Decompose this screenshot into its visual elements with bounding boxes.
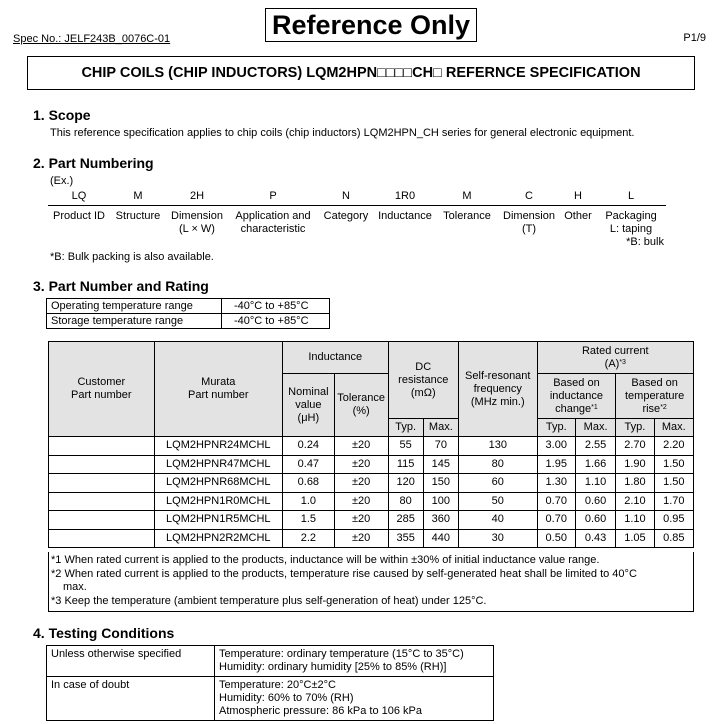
temp-value: -40°C to +85°C xyxy=(222,299,330,314)
dc-resistance-header: DC resistance (mΩ) xyxy=(388,342,458,419)
pn-desc: Other xyxy=(564,210,592,222)
temp-max-cell: 0.85 xyxy=(654,529,693,548)
table-row xyxy=(49,455,694,474)
srf-cell: 130 xyxy=(458,437,537,456)
temp-label: Storage temperature range xyxy=(47,314,222,329)
testing-value: Temperature: 20°C±2°C Humidity: 60% to 70% (RH) Atmospheric pressure: 86 kPa to 106 kPa xyxy=(215,677,494,721)
ind-typ-cell: 0.50 xyxy=(537,529,575,548)
murata-part-cell: LQM2HPNR47MCHL xyxy=(154,455,282,474)
pn-code: P xyxy=(228,190,318,206)
nominal-cell: 0.24 xyxy=(282,437,334,456)
dc-max-cell: 360 xyxy=(423,511,458,530)
max-header: Max. xyxy=(654,419,693,437)
nominal-cell: 0.47 xyxy=(282,455,334,474)
pn-desc: Structure xyxy=(115,210,161,222)
customer-part-cell xyxy=(49,511,155,530)
murata-part-cell: LQM2HPN1R5MCHL xyxy=(154,511,282,530)
tolerance-header: Tolerance (%) xyxy=(334,374,388,437)
nominal-cell: 2.2 xyxy=(282,529,334,548)
testing-label: In case of doubt xyxy=(47,677,215,721)
typ-header: Typ. xyxy=(537,419,575,437)
pn-code: H xyxy=(560,190,596,206)
note-3: *3 Keep the temperature (ambient temperature plus self-generation of heat) under 125°C. xyxy=(51,594,487,607)
dc-typ-cell: 55 xyxy=(388,437,423,456)
temp-max-cell: 2.20 xyxy=(654,437,693,456)
temp-typ-cell: 2.70 xyxy=(616,437,654,456)
tolerance-cell: ±20 xyxy=(334,474,388,493)
customer-part-cell xyxy=(49,474,155,493)
typ-header: Typ. xyxy=(616,419,654,437)
pn-code: 2H xyxy=(166,190,228,206)
ind-typ-cell: 0.70 xyxy=(537,492,575,511)
dc-max-cell: 150 xyxy=(423,474,458,493)
srf-cell: 60 xyxy=(458,474,537,493)
based-inductance-header: Based on inductance change$^{*1}$ xyxy=(537,374,616,419)
ind-typ-cell: 1.95 xyxy=(537,455,575,474)
table-row xyxy=(49,511,694,530)
ind-typ-cell: 1.30 xyxy=(537,474,575,493)
dc-max-cell: 440 xyxy=(423,529,458,548)
dc-typ-cell: 120 xyxy=(388,474,423,493)
ind-max-cell: 0.60 xyxy=(575,492,615,511)
srf-header: Self-resonant frequency (MHz min.) xyxy=(458,342,537,437)
based-temperature-header: Based on temperature rise$^{*2}$ xyxy=(616,374,694,419)
srf-cell: 80 xyxy=(458,455,537,474)
inductance-header: Inductance xyxy=(282,342,388,374)
customer-part-cell xyxy=(49,529,155,548)
pn-code: C xyxy=(498,190,560,206)
customer-header: Customer Part number xyxy=(49,342,155,437)
pn-desc: Application and characteristic xyxy=(235,210,311,235)
rating-table xyxy=(48,341,694,548)
pn-code: N xyxy=(318,190,374,206)
pn-desc: Dimension (T) xyxy=(503,210,555,235)
dc-max-cell: 70 xyxy=(423,437,458,456)
temp-max-cell: 1.50 xyxy=(654,474,693,493)
temp-typ-cell: 2.10 xyxy=(616,492,654,511)
ind-max-cell: 0.60 xyxy=(575,511,615,530)
table-row xyxy=(49,437,694,456)
tolerance-cell: ±20 xyxy=(334,437,388,456)
testing-label: Unless otherwise specified xyxy=(47,646,215,677)
temp-typ-cell: 1.90 xyxy=(616,455,654,474)
part-numbering-table xyxy=(48,190,666,249)
pn-code: M xyxy=(110,190,166,206)
nominal-cell: 1.5 xyxy=(282,511,334,530)
nominal-header: Nominal value (μH) xyxy=(282,374,334,437)
ind-typ-cell: 3.00 xyxy=(537,437,575,456)
srf-cell: 30 xyxy=(458,529,537,548)
murata-header: Murata Part number xyxy=(154,342,282,437)
scope-text: This reference specification applies to chip coils (chip inductors) LQM2HPN_CH series for general electronic equipment. xyxy=(50,127,635,139)
testing-value: Temperature: ordinary temperature (15°C to 35°C) Humidity: ordinary humidity [25% to 85% (RH)] xyxy=(215,646,494,677)
typ-header: Typ. xyxy=(388,419,423,437)
ind-max-cell: 1.10 xyxy=(575,474,615,493)
pn-desc: Packaging L: taping *B: bulk xyxy=(605,210,664,248)
dc-max-cell: 100 xyxy=(423,492,458,511)
dc-typ-cell: 355 xyxy=(388,529,423,548)
pn-code: M xyxy=(436,190,498,206)
rating-heading: 3. Part Number and Rating xyxy=(33,278,209,294)
spec-number: Spec No.: JELF243B_0076C-01 xyxy=(13,33,171,45)
pn-code: LQ xyxy=(48,190,110,206)
tolerance-cell: ±20 xyxy=(334,511,388,530)
max-header: Max. xyxy=(575,419,615,437)
pn-desc: Category xyxy=(323,210,369,222)
temp-typ-cell: 1.05 xyxy=(616,529,654,548)
reference-only-stamp: Reference Only xyxy=(265,8,477,42)
note-2-cont: max. xyxy=(63,581,87,593)
nominal-cell: 0.68 xyxy=(282,474,334,493)
ind-typ-cell: 0.70 xyxy=(537,511,575,530)
dc-typ-cell: 285 xyxy=(388,511,423,530)
ind-max-cell: 2.55 xyxy=(575,437,615,456)
part-numbering-heading: 2. Part Numbering xyxy=(33,155,154,171)
tolerance-cell: ±20 xyxy=(334,455,388,474)
max-header: Max. xyxy=(423,419,458,437)
temp-label: Operating temperature range xyxy=(47,299,222,314)
page-number: P1/9 xyxy=(683,32,706,44)
bulk-note: *B: Bulk packing is also available. xyxy=(50,251,214,263)
tolerance-cell: ±20 xyxy=(334,529,388,548)
murata-part-cell: LQM2HPNR68MCHL xyxy=(154,474,282,493)
note-2: *2 When rated current is applied to the products, temperature rise caused by self-generated heat shall be limited to 40°C xyxy=(51,567,637,580)
pn-desc: Inductance xyxy=(378,210,432,222)
pn-code: L xyxy=(596,190,666,206)
dc-typ-cell: 80 xyxy=(388,492,423,511)
murata-part-cell: LQM2HPN1R0MCHL xyxy=(154,492,282,511)
rating-notes xyxy=(48,552,694,612)
example-label: (Ex.) xyxy=(50,175,74,187)
table-row xyxy=(49,492,694,511)
srf-cell: 40 xyxy=(458,511,537,530)
temp-typ-cell: 1.10 xyxy=(616,511,654,530)
temp-max-cell: 0.95 xyxy=(654,511,693,530)
customer-part-cell xyxy=(49,437,155,456)
murata-part-cell: LQM2HPN2R2MCHL xyxy=(154,529,282,548)
note-1: *1 When rated current is applied to the products, inductance will be within ±30% of initial inductance value range. xyxy=(51,554,600,566)
customer-part-cell xyxy=(49,492,155,511)
ind-max-cell: 0.43 xyxy=(575,529,615,548)
table-row xyxy=(49,474,694,493)
pn-code: 1R0 xyxy=(374,190,436,206)
srf-cell: 50 xyxy=(458,492,537,511)
dc-max-cell: 145 xyxy=(423,455,458,474)
pn-desc: Dimension (L × W) xyxy=(171,210,223,235)
nominal-cell: 1.0 xyxy=(282,492,334,511)
temp-max-cell: 1.70 xyxy=(654,492,693,511)
ind-max-cell: 1.66 xyxy=(575,455,615,474)
customer-part-cell xyxy=(49,455,155,474)
murata-part-cell: LQM2HPNR24MCHL xyxy=(154,437,282,456)
scope-heading: 1. Scope xyxy=(33,107,91,123)
tolerance-cell: ±20 xyxy=(334,492,388,511)
pn-desc: Product ID xyxy=(53,210,105,222)
temp-max-cell: 1.50 xyxy=(654,455,693,474)
temp-value: -40°C to +85°C xyxy=(222,314,330,329)
temperature-table xyxy=(46,298,330,329)
testing-heading: 4. Testing Conditions xyxy=(33,625,175,641)
testing-table xyxy=(46,645,494,721)
table-row xyxy=(49,529,694,548)
document-title: CHIP COILS (CHIP INDUCTORS) LQM2HPN□□□□CH□ REFERNCE SPECIFICATION xyxy=(27,56,695,90)
pn-desc: Tolerance xyxy=(443,210,491,222)
dc-typ-cell: 115 xyxy=(388,455,423,474)
temp-typ-cell: 1.80 xyxy=(616,474,654,493)
rated-current-header: Rated current $(A)^{*3}$ xyxy=(537,342,693,374)
